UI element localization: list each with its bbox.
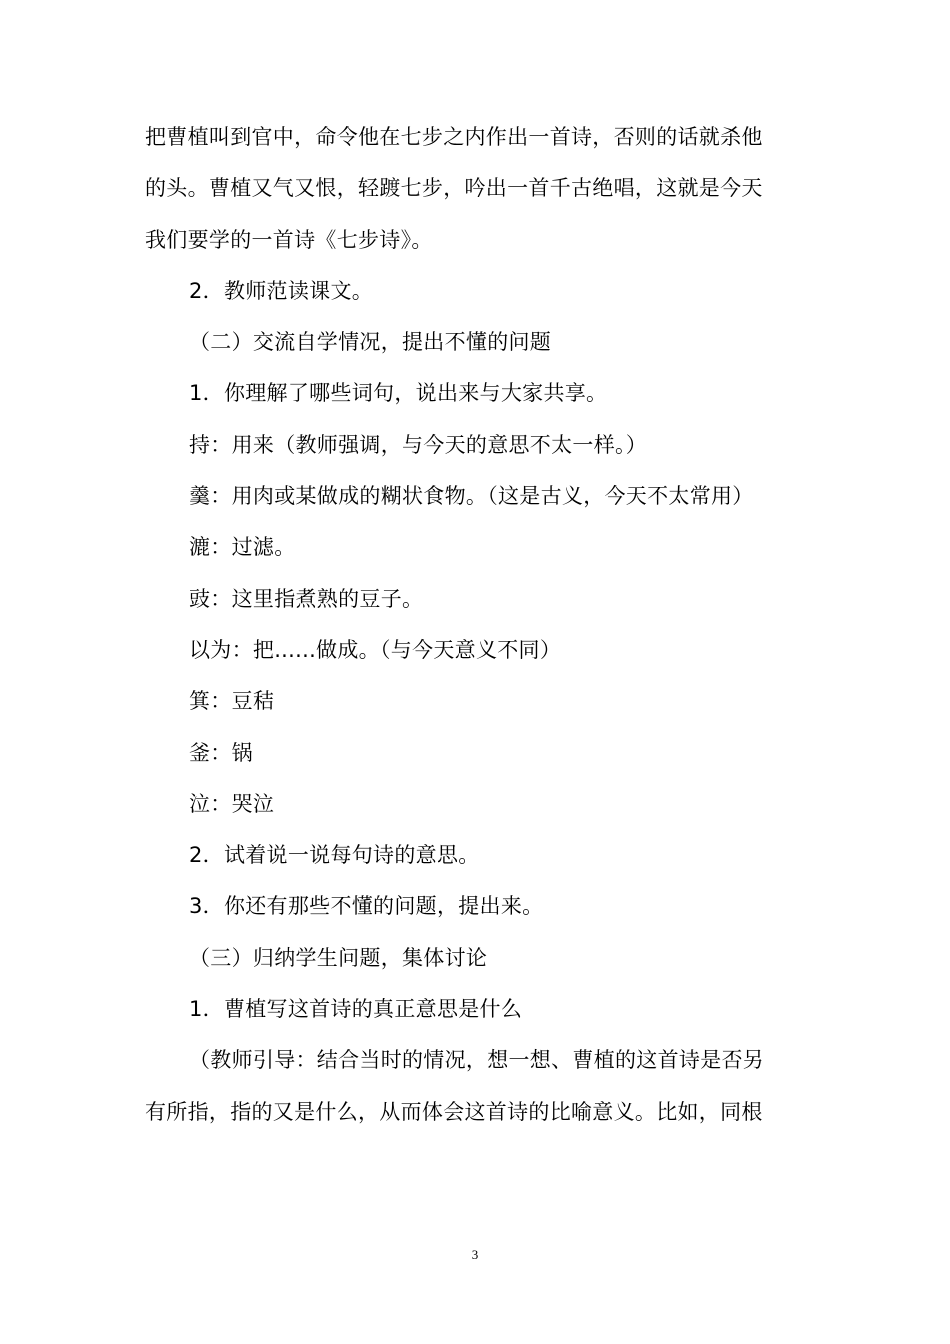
vocab-item: 箕：豆秸	[189, 689, 275, 714]
step-heading: 3．你还有那些不懂的问题，提出来。	[189, 894, 544, 919]
vocab-item: 釜：锅	[189, 740, 253, 765]
section-heading: （二）交流自学情况，提出不懂的问题	[189, 330, 552, 355]
vocab-item: 豉：这里指煮熟的豆子。	[189, 586, 424, 611]
paragraph-line: 把曹植叫到官中，命令他在七步之内作出一首诗，否则的话就杀他	[145, 125, 763, 149]
vocab-item: 泣：哭泣	[189, 791, 275, 816]
step-heading: 2．教师范读课文。	[189, 278, 374, 303]
paragraph-line: 有所指，指的又是什么，从而体会这首诗的比喻意义。比如，同根	[145, 1099, 763, 1124]
vocab-item: 羹：用肉或某做成的糊状食物。（这是古义，今天不太常用）	[189, 484, 754, 509]
section-heading: （三）归纳学生问题，集体讨论	[189, 945, 488, 970]
step-heading: 1．你理解了哪些词句，说出来与大家共享。	[189, 381, 608, 406]
vocab-item: 持：用来（教师强调，与今天的意思不太一样。）	[189, 432, 648, 457]
paragraph-line: 的头。曹植又气又恨，轻踱七步，吟出一首千古绝唱，这就是今天	[145, 176, 763, 201]
paragraph-line: （教师引导：结合当时的情况，想一想、曹植的这首诗是否另	[189, 1048, 765, 1073]
page-number: 3	[471, 1247, 479, 1262]
vocab-item: 漉：过滤。	[189, 535, 296, 560]
vocab-item: 以为：把......做成。（与今天意义不同）	[189, 637, 562, 662]
paragraph-line: 我们要学的一首诗《七步诗》。	[145, 227, 433, 252]
document-body	[145, 112, 795, 1138]
step-heading: 2．试着说一说每句诗的意思。	[189, 843, 480, 868]
step-heading: 1．曹植写这首诗的真正意思是什么	[189, 997, 523, 1022]
